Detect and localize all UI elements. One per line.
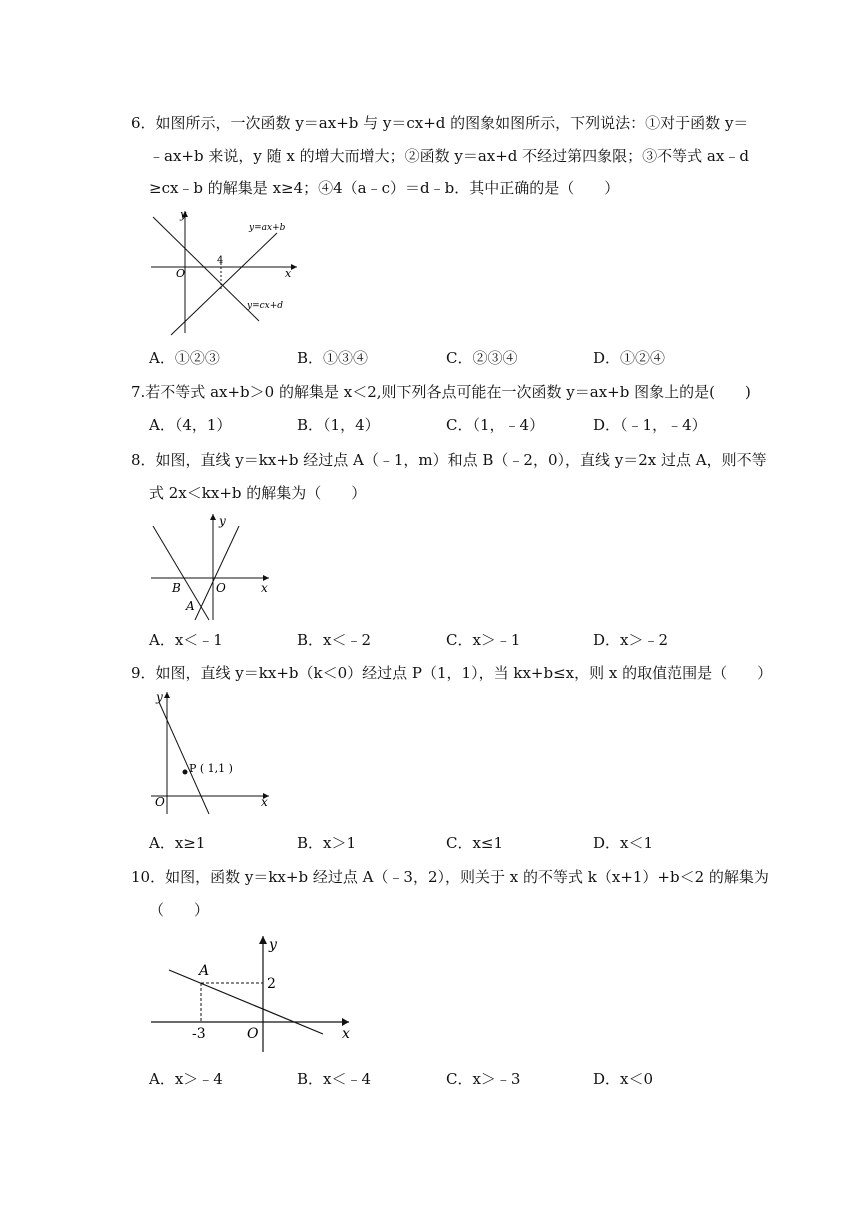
q6-option-d[interactable]: D．①②④: [593, 349, 666, 367]
q9-p-label: P ( 1,1 ): [189, 762, 233, 775]
q9-option-c[interactable]: C．x≤1: [446, 834, 504, 852]
q8-option-a[interactable]: A．x＜﹣1: [149, 631, 223, 649]
q10-line-kx-b: [169, 970, 323, 1034]
q8-origin-label: O: [216, 581, 226, 595]
q9-point-p: [183, 770, 188, 775]
q9-text-line-1: 9．如图，直线 y＝kx+b（k＜0）经过点 P（1，1），当 kx+b≤x，则 x 的取值范围是（ ）: [131, 664, 773, 682]
q10-a-label: A: [199, 963, 210, 979]
q7-option-d[interactable]: D．（﹣1，﹣4）: [593, 416, 707, 434]
q7-option-c[interactable]: C．（1，﹣4）: [446, 416, 545, 434]
q9-x-label: x: [261, 795, 268, 809]
q9-figure: [145, 688, 275, 818]
q10-option-b[interactable]: B．x＜﹣4: [297, 1070, 372, 1088]
q6-line1-label: y=ax+b: [249, 223, 286, 233]
q9-option-d[interactable]: D．x＜1: [593, 834, 654, 852]
q10-origin-label: O: [247, 1026, 259, 1042]
q7-text-line-1: 7.若不等式 ax+b＞0 的解集是 x＜2,则下列各点可能在一次函数 y＝ax+b 图象上的是( ): [131, 383, 751, 401]
q8-figure: [145, 510, 275, 625]
q6-line-cx-d: [153, 217, 259, 321]
q8-y-label: y: [219, 514, 226, 528]
q6-origin-label: O: [176, 267, 186, 280]
q6-x-arrow: [291, 264, 297, 270]
q8-y-arrow: [210, 514, 216, 520]
q7-option-a[interactable]: A．（4，1）: [149, 416, 232, 434]
q8-line-kx-b: [153, 526, 209, 620]
q9-option-b[interactable]: B．x＞1: [297, 834, 357, 852]
q8-b-label: B: [172, 581, 181, 595]
q9-option-a[interactable]: A．x≥1: [149, 834, 206, 852]
q6-text-line-1: 6．如图所示，一次函数 y＝ax+b 与 y＝cx+d 的图象如图所示，下列说法：①对于函数 y＝: [131, 114, 749, 132]
q6-line-ax-b: [171, 233, 277, 335]
q10-option-c[interactable]: C．x＞﹣3: [446, 1070, 521, 1088]
q8-option-c[interactable]: C．x＞﹣1: [446, 631, 521, 649]
q6-text-line-2: ﹣ax+b 来说，y 随 x 的增大而增大；②函数 y＝ax+d 不经过第四象限；③不等式 ax﹣d: [149, 147, 749, 165]
q10-option-d[interactable]: D．x＜0: [593, 1070, 654, 1088]
q8-text-line-1: 8．如图，直线 y＝kx+b 经过点 A（﹣1，m）和点 B（﹣2，0），直线 y＝2x 过点 A，则不等: [131, 451, 767, 469]
q8-a-label: A: [186, 599, 195, 613]
q10-x-label: x: [342, 1026, 350, 1042]
q10-text-line-2: （ ）: [149, 901, 210, 919]
q6-text-line-3: ≥cx﹣b 的解集是 x≥4；④4（a﹣c）＝d﹣b．其中正确的是（ ）: [149, 179, 620, 197]
q10-tick-m3: -3: [192, 1026, 206, 1042]
q6-option-b[interactable]: B．①③④: [297, 349, 369, 367]
q9-y-label: y: [156, 690, 163, 704]
q6-option-a[interactable]: A．①②③: [149, 349, 220, 367]
q10-option-a[interactable]: A．x＞﹣4: [149, 1070, 223, 1088]
q10-x-arrow: [342, 1018, 349, 1026]
q8-text-line-2: 式 2x＜kx+b 的解集为（ ）: [149, 484, 367, 502]
q7-option-b[interactable]: B．（1，4）: [297, 416, 380, 434]
q6-x-label: x: [285, 267, 292, 280]
q9-origin-label: O: [155, 795, 165, 809]
q10-text-line-1: 10．如图，函数 y＝kx+b 经过点 A（﹣3，2），则关于 x 的不等式 k（x+1）+b＜2 的解集为: [131, 868, 769, 886]
q10-figure: [145, 930, 365, 1055]
q10-tick-2: 2: [267, 976, 276, 992]
q6-tick-label: 4: [217, 255, 224, 266]
q6-figure: [145, 205, 305, 340]
q9-y-arrow: [164, 692, 170, 698]
q8-line-2x: [195, 526, 239, 620]
q6-option-c[interactable]: C．②③④: [446, 349, 518, 367]
q8-option-d[interactable]: D．x＞﹣2: [593, 631, 669, 649]
q6-line2-label: y=cx+d: [247, 301, 284, 311]
q8-option-b[interactable]: B．x＜﹣2: [297, 631, 372, 649]
q8-x-label: x: [261, 581, 268, 595]
q6-y-label: y: [180, 208, 187, 221]
q10-y-label: y: [269, 937, 277, 953]
q10-y-arrow: [259, 936, 267, 944]
